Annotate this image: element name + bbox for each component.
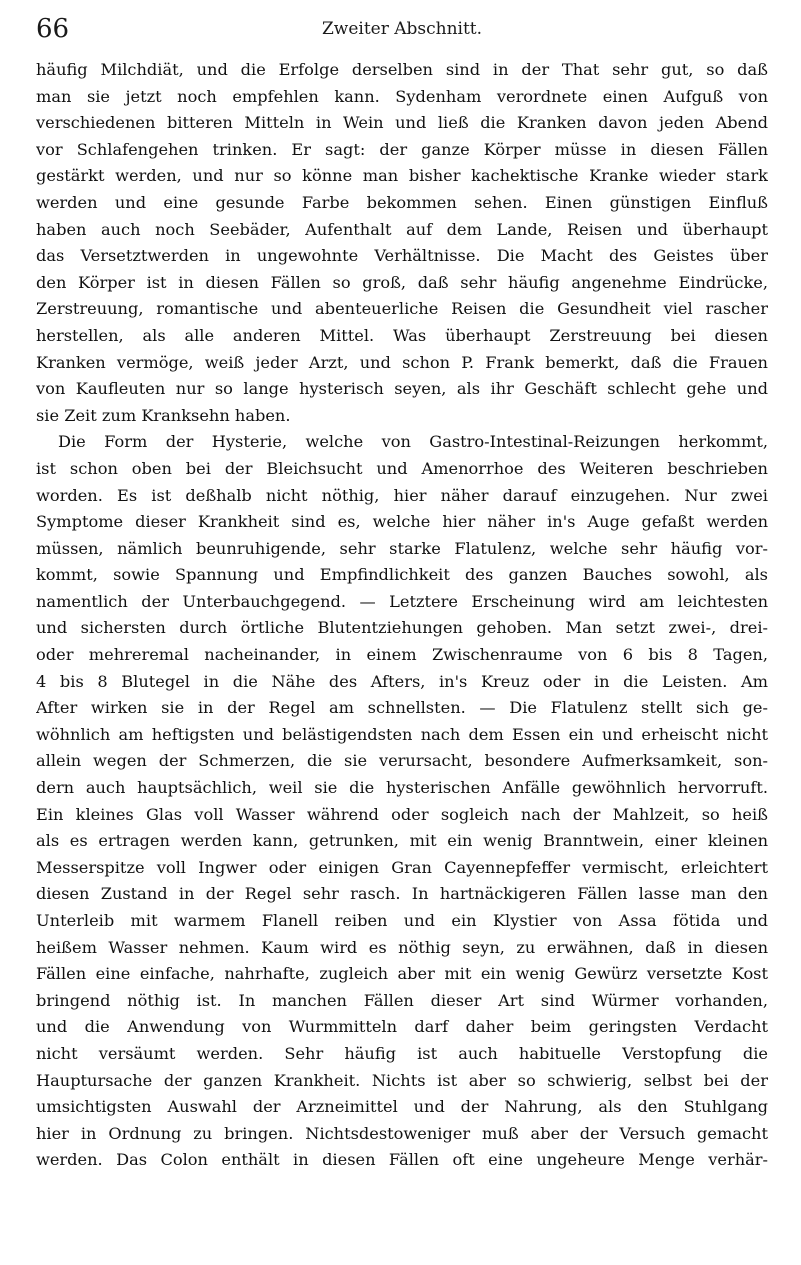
- text-line: kommt, sowie Spannung und Empfindlichkeit des ganzen Bauches sowohl, als: [36, 565, 768, 585]
- text-line: Hauptursache der ganzen Krankheit. Nichts ist aber so schwierig, selbst bei der: [36, 1070, 768, 1090]
- text-line: worden. Es ist deßhalb nicht nöthig, hier näher darauf einzugehen. Nur zwei: [36, 485, 768, 505]
- text-line: den Körper ist in diesen Fällen so groß, daß sehr häufig angenehme Eindrücke,: [36, 272, 768, 292]
- text-line: umsichtigsten Auswahl der Arzneimittel und der Nahrung, als den Stuhlgang: [36, 1097, 768, 1117]
- text-line: das Versetztwerden in ungewohnte Verhältnisse. Die Macht des Geistes über: [36, 246, 768, 266]
- text-line: After wirken sie in der Regel am schnellsten. — Die Flatulenz stellt sich ge-: [36, 698, 768, 718]
- text-line: Symptome dieser Krankheit sind es, welche hier näher in's Auge gefaßt werden: [36, 512, 768, 532]
- text-line: Ein kleines Glas voll Wasser während oder sogleich nach der Mahlzeit, so heiß: [36, 804, 768, 824]
- text-line: als es ertragen werden kann, getrunken, mit ein wenig Branntwein, einer kleinen: [36, 831, 768, 851]
- text-line: Messerspitze voll Ingwer oder einigen Gran Cayennepfeffer vermischt, erleichtert: [36, 857, 768, 877]
- text-line: Unterleib mit warmem Flanell reiben und ein Klystier von Assa fötida und: [36, 911, 768, 930]
- text-line: gestärkt werden, und nur so könne man bisher kachektische Kranke wieder stark: [36, 166, 768, 186]
- text-line: diesen Zustand in der Regel sehr rasch. In hartnäckigeren Fällen lasse man den: [36, 884, 768, 904]
- text-line: nicht versäumt werden. Sehr häufig ist auch habituelle Verstopfung die: [36, 1043, 768, 1063]
- text-line: oder mehreremal nacheinander, in einem Zwischenraume von 6 bis 8 Tagen,: [36, 645, 768, 665]
- page-number: 66: [36, 14, 70, 44]
- text-line: haben auch noch Seebäder, Aufenthalt auf dem Lande, Reisen und überhaupt: [36, 219, 768, 239]
- text-line: und die Anwendung von Wurmmitteln darf daher beim geringsten Verdacht: [36, 1017, 768, 1037]
- text-line: Fällen eine einfache, nahrhafte, zugleich aber mit ein wenig Gewürz versetzte Kost: [36, 964, 768, 984]
- page-header: [36, 14, 768, 44]
- text-line: bringend nöthig ist. In manchen Fällen dieser Art sind Würmer vorhanden,: [36, 990, 768, 1010]
- text-line: sie Zeit zum Kranksehn haben.: [36, 405, 291, 425]
- text-line: verschiedenen bitteren Mitteln in Wein und ließ die Kranken davon jeden Abend: [36, 113, 768, 133]
- text-line: heißem Wasser nehmen. Kaum wird es nöthig seyn, zu erwähnen, daß in diesen: [36, 937, 768, 957]
- text-line: werden und eine gesunde Farbe bekommen sehen. Einen günstigen Einfluß: [36, 192, 768, 212]
- text-line: Zerstreuung, romantische und abenteuerliche Reisen die Gesundheit viel rascher: [36, 299, 768, 319]
- text-line: dern auch hauptsächlich, weil sie die hysterischen Anfälle gewöhnlich hervorruft.: [36, 778, 768, 798]
- text-line: von Kaufleuten nur so lange hysterisch seyen, als ihr Geschäft schlecht gehe und: [36, 379, 768, 399]
- text-line: werden. Das Colon enthält in diesen Fällen oft eine ungeheure Menge verhär-: [36, 1150, 768, 1170]
- text-line: namentlich der Unterbauchgegend. — Letztere Erscheinung wird am leichtesten: [36, 591, 768, 611]
- running-title: Zweiter Abschnitt.: [321, 19, 483, 39]
- text-line: wöhnlich am heftigsten und belästigendsten nach dem Essen ein und erheischt nicht: [36, 724, 768, 744]
- text-line: man sie jetzt noch empfehlen kann. Sydenham verordnete einen Aufguß von: [36, 86, 768, 106]
- text-line: hier in Ordnung zu bringen. Nichtsdestoweniger muß aber der Versuch gemacht: [36, 1123, 768, 1143]
- text-line: herstellen, als alle anderen Mittel. Was überhaupt Zerstreuung bei diesen: [36, 325, 768, 345]
- text-line: Die Form der Hysterie, welche von Gastro-Intestinal-Reizungen herkommt,: [58, 432, 768, 452]
- text-line: müssen, nämlich beunruhigende, sehr starke Flatulenz, welche sehr häufig vor-: [36, 538, 768, 558]
- text-line: und sichersten durch örtliche Blutentziehungen gehoben. Man setzt zwei-, drei-: [36, 618, 768, 638]
- body-text: [36, 57, 768, 1174]
- text-line: vor Schlafengehen trinken. Er sagt: der ganze Körper müsse in diesen Fällen: [36, 139, 768, 159]
- text-line: Kranken vermöge, weiß jeder Arzt, und schon P. Frank bemerkt, daß die Frauen: [36, 352, 768, 372]
- text-line: 4 bis 8 Blutegel in die Nähe des Afters, in's Kreuz oder in die Leisten. Am: [36, 671, 768, 691]
- text-line: häufig Milchdiät, und die Erfolge derselben sind in der That sehr gut, so daß: [36, 60, 768, 79]
- text-line: allein wegen der Schmerzen, die sie verursacht, besondere Aufmerksamkeit, son-: [36, 751, 768, 771]
- text-line: ist schon oben bei der Bleichsucht und Amenorrhoe des Weiteren beschrieben: [36, 458, 768, 478]
